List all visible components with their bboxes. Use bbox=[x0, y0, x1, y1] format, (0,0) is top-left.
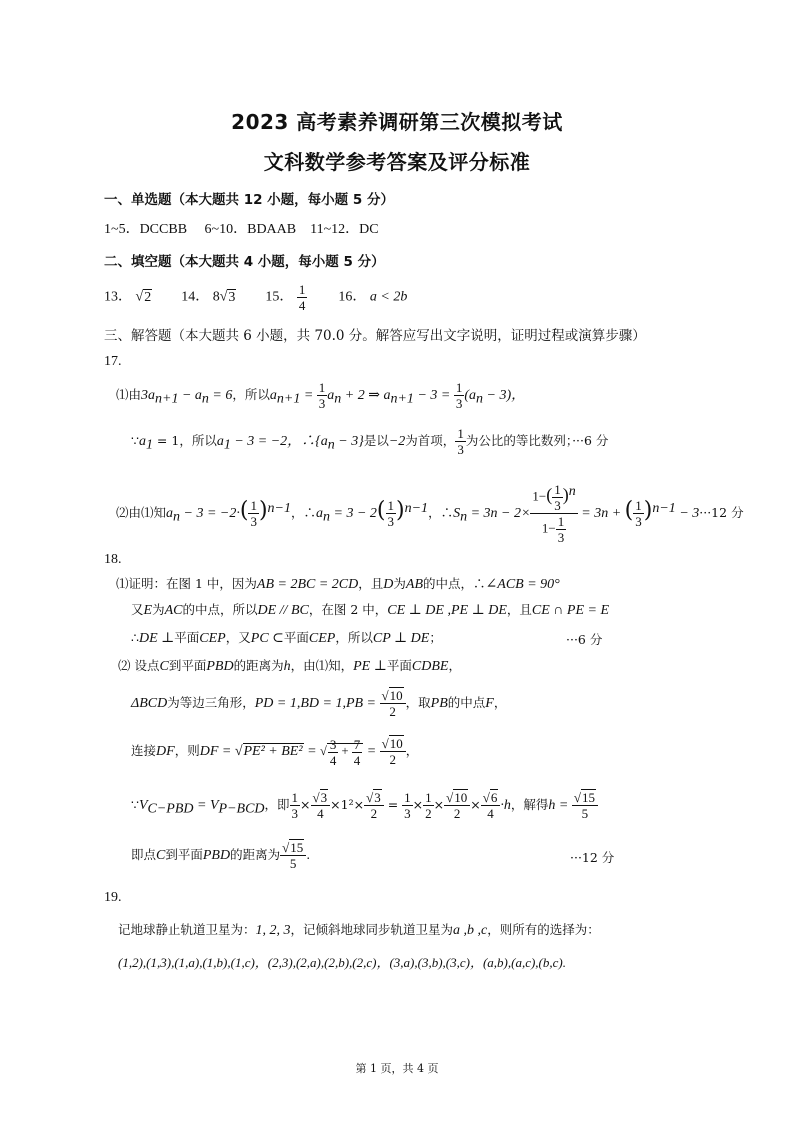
q17-number: 17. bbox=[104, 354, 122, 369]
answer-13-label: 13． bbox=[104, 289, 132, 305]
section-2-heading: 二、填空题（本大题共 4 小题，每小题 5 分） bbox=[104, 254, 385, 270]
answer-14-value: 8√3 bbox=[212, 289, 236, 305]
q17-part1-line2: $\because a_1 = 1$，所以$a_1 - 3 = -2$，$\therefore\{a_n - 3\}$是以−2为首项， $\frac{1}{3}$ 为公比的等比数列；···6 分 bbox=[131, 426, 609, 457]
section-1-heading: 一、单选题（本大题共 12 小题，每小题 5 分） bbox=[104, 192, 394, 208]
answer-16-label: 16． bbox=[338, 289, 367, 305]
section-3-heading: 三、解答题（本大题共 6 小题，共 70.0 分。解答应写出文字说明，证明过程或演算步骤） bbox=[104, 328, 646, 344]
answer-15-value: $\frac{1}{4}$ bbox=[298, 282, 306, 313]
section-1-answers: 1~5．DCCBB 6~10．BDAAB 11~12．DC bbox=[104, 222, 379, 237]
page-footer: 第 1 页，共 4 页 bbox=[355, 1062, 439, 1075]
q18-line8: 即点C到平面PBD的距离为 $\frac{√15}{5}$ . bbox=[131, 840, 311, 871]
q18-line4: ⑵ 设点C到平面PBD的距离为h，由⑴知，PE ⊥平面CDBE， bbox=[118, 658, 461, 674]
answer-16-value: a < 2b bbox=[369, 289, 408, 305]
q18-line7: $\because V_{C-PBD} = V_{P-BCD}$，即 $\frac{1}{3}$ × $\frac{√3}{4}$ ×1²× $\frac{√3}{2}$ = $\frac{1}{3}$ × $\frac{1}{2}$ × $\frac{√10}{2}$ × $\frac{√6}{4}$ ·h，解得h = $\frac{√15}{5}$ bbox=[131, 790, 598, 821]
q17-score-12: ···12 分 bbox=[699, 505, 744, 520]
q17-part2-line: ⑵由⑴知$a_n - 3 = -2\cdot$( $\frac{1}{3}$ )$^{n-1}$，$\therefore a_n = 3 - 2$( $\frac{1}{3}$ )$^{n-1}$，$\therefore S_n = 3n - 2\times$ 1−( $\frac{1}{3}$ )$^n$ 1− $\frac{1}{3}$ = 3n + ( $\frac{1}{3}$ )$^{n-1}$ − 3···12 分 bbox=[116, 482, 744, 545]
q18-score-6: ···6 分 bbox=[566, 632, 603, 647]
q19-line1: 记地球静止轨道卫星为：1, 2, 3，记倾斜地球同步轨道卫星为a ,b ,c，则所有的选择为： bbox=[118, 922, 600, 938]
q18-score-12: ···12 分 bbox=[570, 850, 615, 865]
q19-number: 19. bbox=[104, 890, 122, 905]
answer-15-label: 15． bbox=[265, 289, 294, 305]
q17-part1-line: ⑴由$3a_{n+1} - a_n = 6$，所以$a_{n+1}$ = $\frac{1}{3}$ $a_n + 2$ ⇒ $a_{n+1} - 3$ = $\frac{1}{3}$ $(a_n - 3)$， bbox=[116, 380, 526, 411]
q18-line3: ∴DE ⊥平面CEP，又PC ⊂平面CEP，所以CP ⊥ DE； bbox=[131, 630, 442, 646]
title-line-2: 文科数学参考答案及评分标准 bbox=[263, 150, 531, 174]
q18-line2: 又E为AC的中点，所以DE // BC，在图 2 中，CE ⊥ DE ,PE ⊥ DE，且CE ∩ PE = E bbox=[131, 602, 610, 618]
section-2-answers bbox=[104, 282, 407, 313]
q18-line6: 连接DF，则DF = √PE² + BE² = √ $\frac{3}{4}$ + $\frac{7}{4}$ = $\frac{√10}{2}$ ， bbox=[131, 736, 419, 768]
q18-number: 18. bbox=[104, 552, 122, 567]
q17-score-6: ···6 分 bbox=[572, 433, 609, 448]
q18-line5: ΔBCD为等边三角形，PD = 1,BD = 1,PB = $\frac{√10}{2}$ ，取PB的中点F， bbox=[131, 688, 507, 719]
q18-line1: ⑴证明：在图 1 中，因为AB = 2BC = 2CD，且D为AB的中点，∴∠ACB = 90° bbox=[116, 576, 560, 592]
answer-14-label: 14． bbox=[181, 289, 210, 305]
q19-line2: (1,2),(1,3),(1,a),(1,b),(1,c)，(2,3),(2,a),(2,b),(2,c)，(3,a),(3,b),(3,c)，(a,b),(a,c),(b,c). bbox=[118, 955, 566, 970]
answer-13-value: √2 bbox=[135, 289, 152, 305]
title-line-1: 2023 高考素养调研第三次模拟考试 bbox=[231, 110, 563, 134]
